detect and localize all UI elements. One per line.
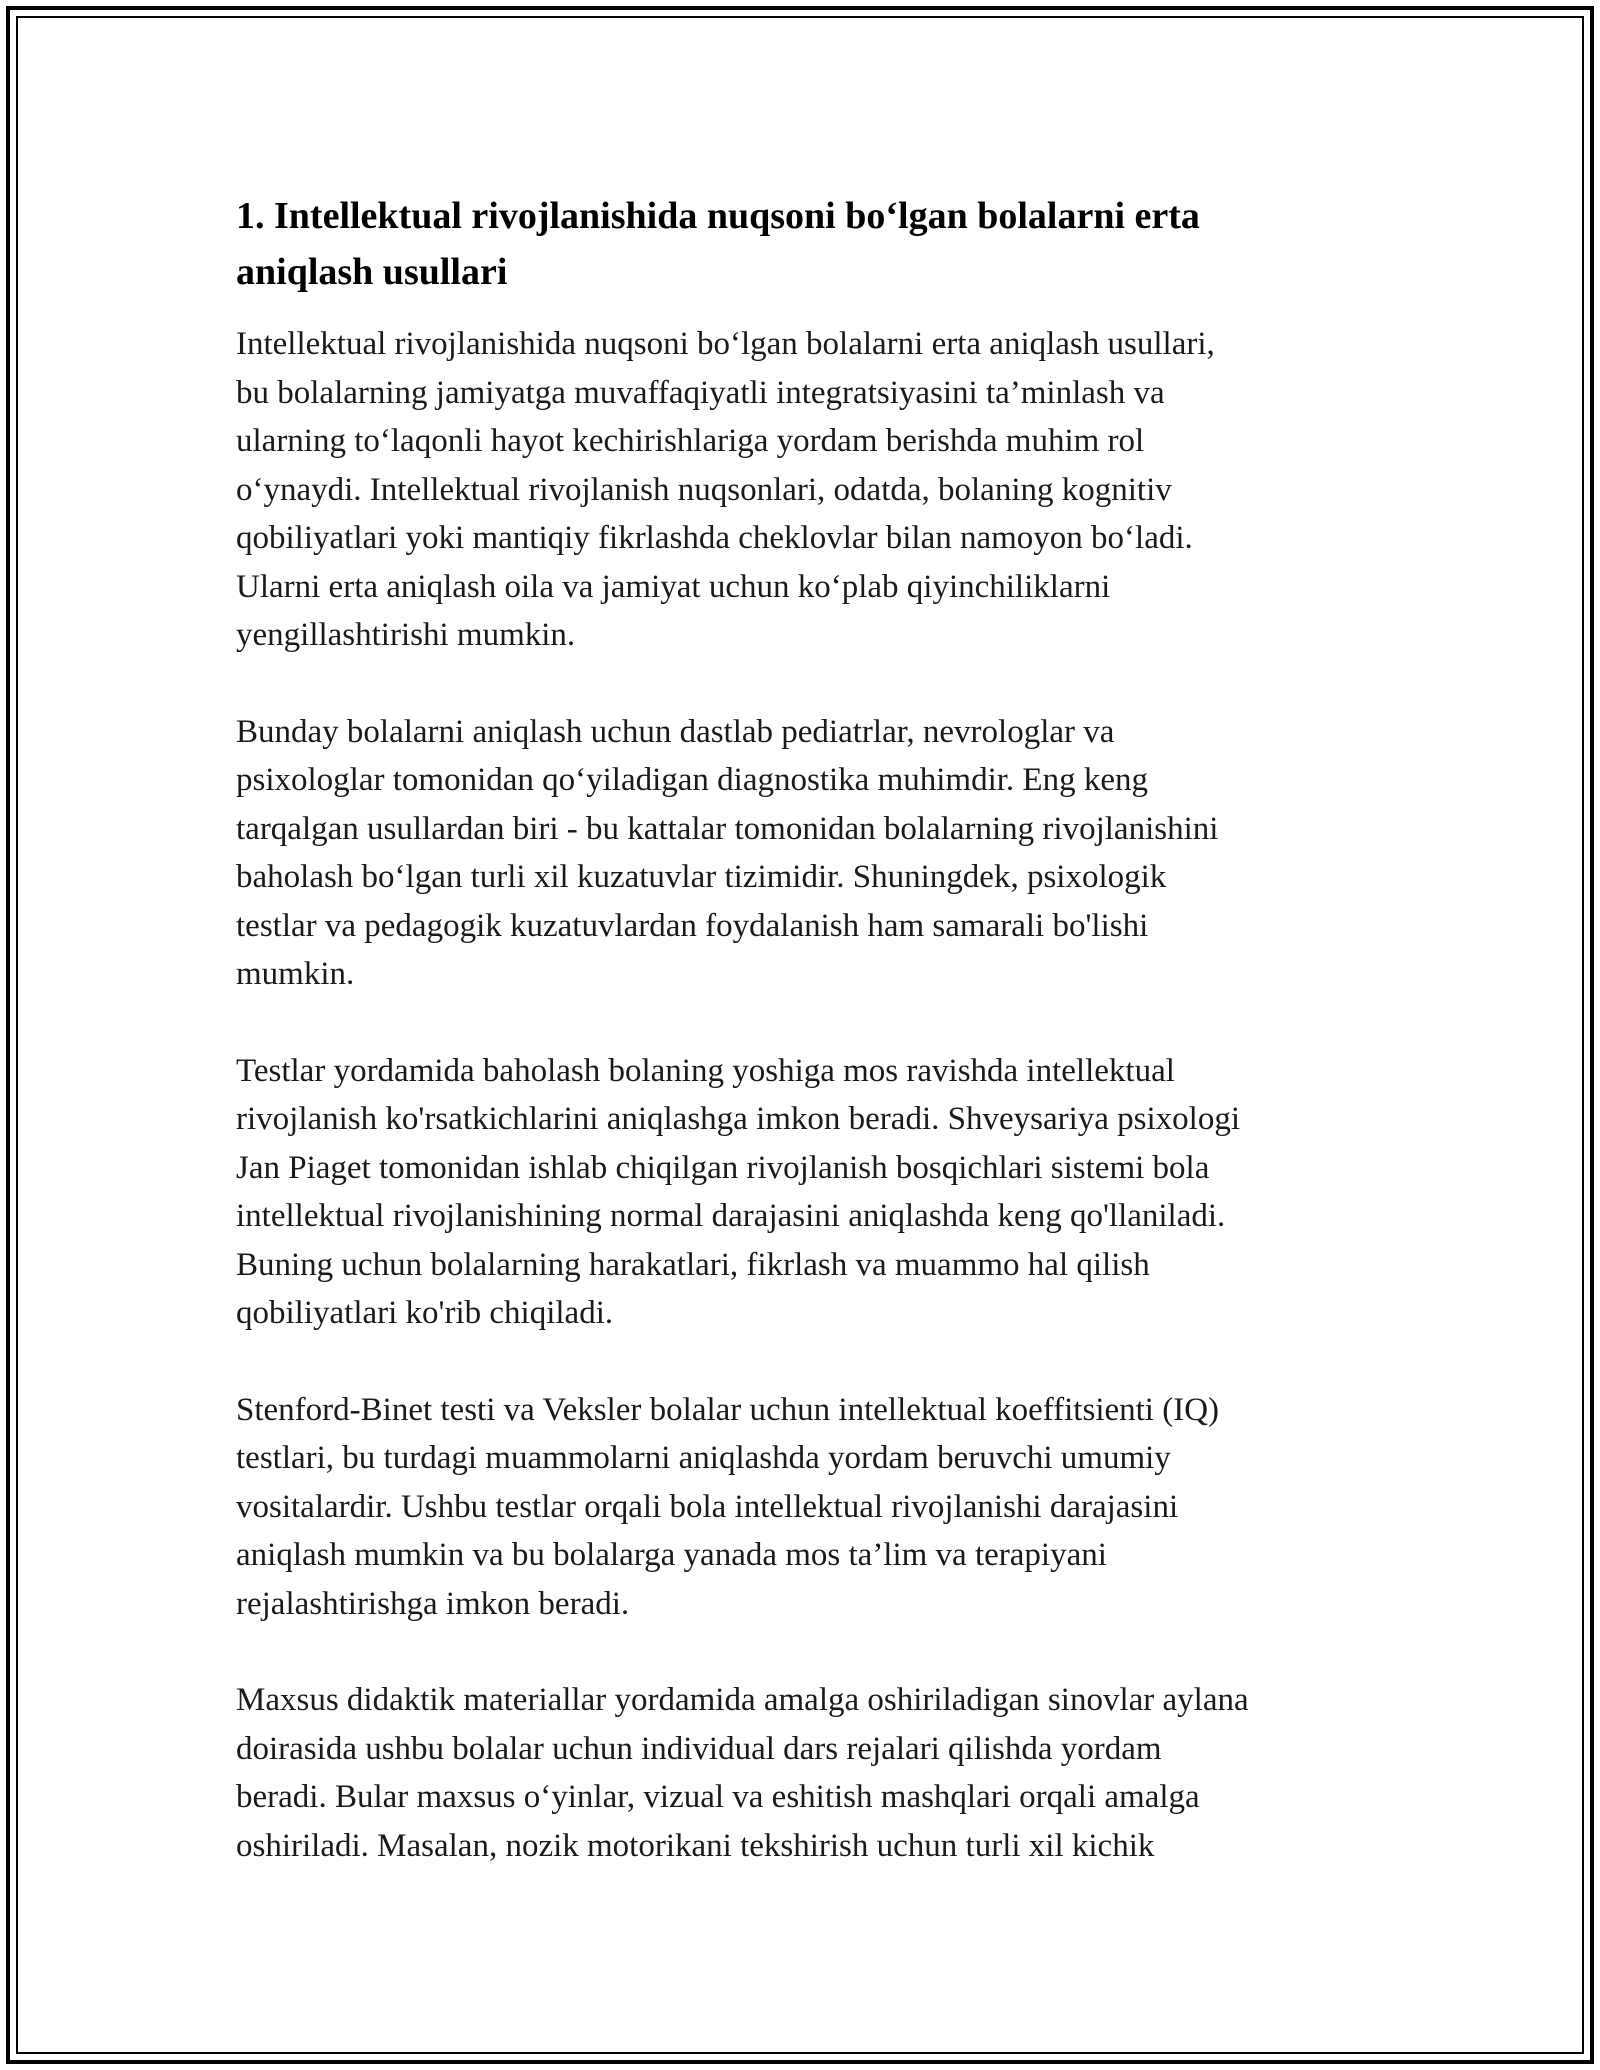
paragraph-3 — [236, 1047, 1366, 1338]
text-line: qobiliyatlari yoki mantiqiy fikrlashda cheklovlar bilan namoyon bo‘ladi. — [236, 520, 1193, 556]
text-line: tarqalgan usullardan biri - bu kattalar tomonidan bolalarning rivojlanishini — [236, 810, 1219, 847]
text-line: Testlar yordamida baholash bolaning yoshiga mos ravishda intellektual — [236, 1052, 1175, 1089]
text-line: Stenford-Binet testi va Veksler bolalar uchun intellektual koeffitsienti (IQ) — [236, 1391, 1220, 1428]
text-line: Maxsus didaktik materiallar yordamida amalga oshiriladigan sinovlar aylana — [236, 1682, 1249, 1718]
text-line: Buning uchun bolalarning harakatlari, fikrlash va muammo hal qilish — [236, 1246, 1150, 1283]
document-body — [236, 188, 1366, 1918]
text-line: intellektual rivojlanishining normal darajasini aniqlashda keng qo'llaniladi. — [236, 1198, 1226, 1234]
paragraph-4 — [236, 1386, 1366, 1629]
text-line: o‘ynaydi. Intellektual rivojlanish nuqsonlari, odatda, bolaning kognitiv — [236, 471, 1172, 508]
text-line: psixologlar tomonidan qo‘yiladigan diagnostika muhimdir. Eng keng — [236, 762, 1148, 798]
text-line: Intellektual rivojlanishida nuqsoni bo‘lgan bolalarni erta aniqlash usullari, — [236, 326, 1215, 362]
section-heading — [236, 188, 1366, 300]
text-line: Jan Piaget tomonidan ishlab chiqilgan rivojlanish bosqichlari sistemi bola — [236, 1149, 1210, 1186]
paragraph-5 — [236, 1676, 1366, 1870]
text-line: mumkin. — [236, 956, 355, 992]
text-line: beradi. Bular maxsus o‘yinlar, vizual va eshitish mashqlari orqali amalga — [236, 1779, 1200, 1815]
text-line: testlar va pedagogik kuzatuvlardan foydalanish ham samarali bo'lishi — [236, 907, 1149, 944]
text-line: testlari, bu turdagi muammolarni aniqlashda yordam beruvchi umumiy — [236, 1440, 1171, 1476]
text-line: Ularni erta aniqlash oila va jamiyat uchun ko‘plab qiyinchiliklarni — [236, 568, 1111, 605]
text-line: oshiriladi. Masalan, nozik motorikani tekshirish uchun turli xil kichik — [236, 1827, 1155, 1864]
text-line: qobiliyatlari ko'rib chiqiladi. — [236, 1295, 614, 1331]
text-line: bu bolalarning jamiyatga muvaffaqiyatli integratsiyasini ta’minlash va — [236, 374, 1165, 411]
text-line: baholash bo‘lgan turli xil kuzatuvlar tizimidir. Shuningdek, psixologik — [236, 859, 1167, 895]
heading-line: aniqlash usullari — [236, 251, 508, 293]
text-line: doirasida ushbu bolalar uchun individual dars rejalari qilishda yordam — [236, 1730, 1162, 1767]
text-line: rivojlanish ko'rsatkichlarini aniqlashga imkon beradi. Shveysariya psixologi — [236, 1101, 1241, 1137]
paragraph-2 — [236, 708, 1366, 999]
paragraph-1 — [236, 320, 1366, 660]
text-line: yengillashtirishi mumkin. — [236, 617, 576, 653]
text-line: ularning to‘laqonli hayot kechirishlariga yordam berishda muhim rol — [236, 423, 1145, 459]
text-line: rejalashtirishga imkon beradi. — [236, 1585, 630, 1622]
text-line: Bunday bolalarni aniqlash uchun dastlab pediatrlar, nevrologlar va — [236, 713, 1115, 750]
text-line: aniqlash mumkin va bu bolalarga yanada mos ta’lim va terapiyani — [236, 1537, 1107, 1573]
heading-line: 1. Intellektual rivojlanishida nuqsoni bo‘lgan bolalarni erta — [236, 195, 1200, 237]
text-line: vositalardir. Ushbu testlar orqali bola intellektual rivojlanishi darajasini — [236, 1488, 1179, 1525]
